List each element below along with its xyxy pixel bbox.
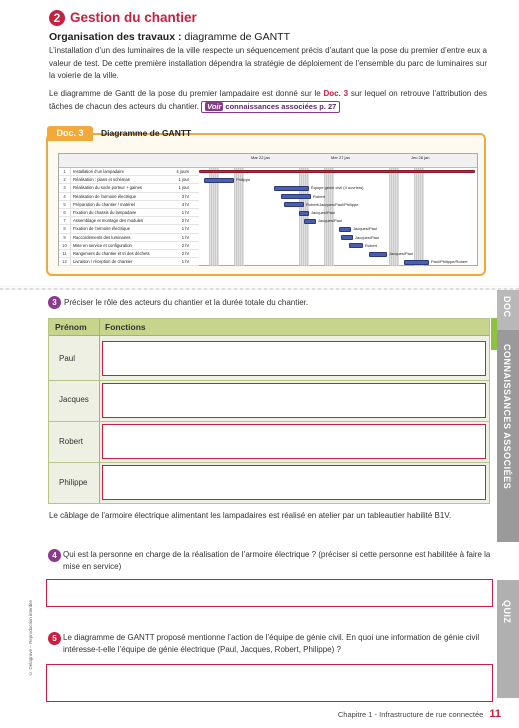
task-number: 4 bbox=[59, 193, 71, 201]
task-number: 10 bbox=[59, 242, 71, 250]
gantt-bar-label: Paul/Philippe/Robert bbox=[431, 259, 468, 265]
voir-link-text: connaissances associées p. 27 bbox=[225, 101, 337, 111]
gantt-task-row bbox=[59, 242, 199, 250]
row-divider bbox=[49, 380, 489, 381]
voir-tag: Voir bbox=[207, 101, 222, 111]
task-name: Fixation de l’armoire électrique bbox=[73, 226, 131, 232]
chapter-title: Chapitre 1 - Infrastructure de rue connectée bbox=[337, 710, 484, 719]
week-label-2: Mer 27 jan bbox=[331, 155, 350, 160]
table-header bbox=[49, 319, 489, 336]
side-tab-connaissances[interactable] bbox=[497, 330, 519, 542]
task-duration: 1 jour bbox=[178, 185, 189, 191]
answer-box-robert[interactable] bbox=[102, 424, 486, 459]
name-robert: Robert bbox=[59, 437, 84, 446]
section-number: 2 bbox=[49, 10, 65, 26]
task-name: Rangement du chantier et tri des déchets bbox=[73, 251, 150, 256]
week-label-1: Mar 22 jan bbox=[251, 155, 270, 160]
gantt-task-bar bbox=[281, 194, 311, 199]
weekend-band bbox=[234, 168, 244, 266]
task-name: Préparation du chantier / matériel bbox=[73, 201, 135, 207]
name-jacques: Jacques bbox=[59, 395, 89, 404]
task-duration: 1 hr bbox=[181, 226, 189, 232]
row-divider bbox=[49, 421, 489, 422]
task-name: Assemblage et montage des modules bbox=[73, 218, 144, 224]
task-number: 12 bbox=[59, 258, 71, 266]
task-number: 6 bbox=[59, 209, 71, 217]
gantt-paragraph-before: Le diagramme de Gantt de la pose du premier lampadaire est donné sur le bbox=[49, 89, 324, 98]
task-duration: 2 hr bbox=[181, 251, 189, 256]
name-paul: Paul bbox=[59, 354, 76, 363]
subheading-bold: Organisation des travaux : bbox=[49, 31, 182, 43]
gantt-task-row bbox=[59, 201, 199, 209]
side-tab-doc[interactable] bbox=[497, 290, 519, 330]
gantt-task-row bbox=[59, 193, 199, 201]
gantt-bar-label: Jacques/Paul bbox=[318, 218, 343, 224]
doc3-tag: Doc. 3 bbox=[47, 126, 93, 141]
gantt-task-bar bbox=[204, 178, 234, 183]
task-number: 11 bbox=[59, 250, 71, 258]
gantt-bar-label: Philippe bbox=[236, 177, 251, 183]
task-name: Installation d’un lampadaire bbox=[73, 169, 124, 174]
task-duration: 4 hr bbox=[181, 201, 189, 207]
gantt-bar-label: Robert bbox=[365, 242, 378, 248]
question-2-text: Qui est la personne en charge de la réalisation de l’armoire électrique ? (préciser si cette personne est habilitée à faire la mise en service) bbox=[63, 550, 491, 571]
side-tab-quiz-label: QUIZ bbox=[502, 600, 512, 624]
question-1-text: Préciser le rôle des acteurs du chantier et la durée totale du chantier. bbox=[64, 298, 309, 307]
task-duration: 1 hr bbox=[181, 210, 189, 215]
gantt-bar-label: Jacques/Paul bbox=[311, 210, 336, 215]
task-duration: 1 hr bbox=[181, 234, 189, 240]
side-tab-doc-label: DOC bbox=[502, 296, 512, 318]
gantt-task-bar bbox=[349, 243, 363, 248]
column-divider bbox=[99, 319, 100, 503]
weekend-band bbox=[209, 168, 219, 266]
gantt-task-bar bbox=[341, 235, 353, 240]
gantt-bar-label: Robert bbox=[313, 193, 326, 199]
gantt-paragraph-after: sur lequel on retrouve l’attribution des tâches de chacun des acteurs du chantier. bbox=[49, 89, 487, 111]
doc3-reference[interactable]: Doc. 3 bbox=[323, 89, 349, 98]
gantt-task-bar bbox=[404, 260, 429, 265]
task-name: Livraison / réception de chantier bbox=[73, 259, 133, 265]
task-number: 8 bbox=[59, 225, 71, 233]
gantt-task-bar bbox=[339, 227, 351, 232]
copyright: © Delagrave – Reproduction interdite bbox=[28, 600, 33, 676]
gantt-task-bar bbox=[369, 252, 387, 257]
answer-box-question-3[interactable] bbox=[46, 664, 493, 702]
task-name: Fixation du chassis du lampadaire bbox=[73, 210, 137, 215]
name-philippe: Philippe bbox=[59, 478, 88, 487]
task-name: Raccordements des luminaires bbox=[73, 234, 131, 240]
gantt-bar-label: Jacques/Paul bbox=[389, 251, 414, 256]
gantt-task-row bbox=[59, 250, 199, 258]
task-name: Réalisation de l’armoire électrique bbox=[73, 193, 137, 199]
task-number: 1 bbox=[59, 168, 71, 176]
task-duration: 1 jour bbox=[178, 177, 189, 183]
subheading bbox=[49, 31, 290, 43]
gantt-header bbox=[59, 154, 477, 168]
page-tear-edge bbox=[0, 288, 519, 290]
header-prenom: Prénom bbox=[55, 322, 87, 332]
side-tab-connaissances-label: CONNAISSANCES ASSOCIÉES bbox=[502, 344, 512, 490]
gantt-task-row bbox=[59, 176, 199, 184]
gantt-bar-label: Équipe génie civil (4 ouvriers) bbox=[311, 185, 364, 191]
weekend-band bbox=[324, 168, 334, 266]
subheading-rest: diagramme de GANTT bbox=[181, 31, 291, 43]
answer-box-paul[interactable] bbox=[102, 341, 486, 376]
answer-box-question-2[interactable] bbox=[46, 579, 493, 607]
question-3-text: Le diagramme de GANTT proposé mentionne l’action de l’équipe de génie civil. En quoi une information de génie civil intéresse-t-elle l’équipe de génie électrique (Paul, Jacques, Robert, Philippe) ? bbox=[63, 633, 480, 654]
header-fonctions: Fonctions bbox=[105, 322, 146, 332]
task-number: 2 bbox=[59, 176, 71, 184]
intro-paragraph: L’installation d’un des luminaires de la ville respecte un séquencement précis d’autant que la pose du premier d’entre eux a valeur de test. De cette première installation dépendra la stratégie de déploiement de l’ensemble du parc de luminaires sur la voierie de la ville. bbox=[49, 46, 487, 80]
gantt-task-row bbox=[59, 258, 199, 266]
gantt-task-row bbox=[59, 217, 199, 225]
page-footer bbox=[338, 708, 501, 720]
gantt-task-row bbox=[59, 225, 199, 233]
gantt-task-bar bbox=[274, 186, 309, 191]
gantt-task-row bbox=[59, 168, 199, 176]
task-name: Mise en service et configuration bbox=[73, 242, 132, 248]
weekend-band bbox=[414, 168, 424, 266]
gantt-bar-label: Jacques/Paul bbox=[355, 234, 380, 240]
gantt-task-row bbox=[59, 184, 199, 192]
gantt-task-row bbox=[59, 209, 199, 217]
gantt-paragraph bbox=[49, 88, 487, 113]
gantt-task-bar bbox=[304, 219, 316, 224]
gantt-summary-bar bbox=[199, 170, 475, 173]
doc3-title: Diagramme de GANTT bbox=[101, 128, 192, 138]
task-number: 3 bbox=[59, 184, 71, 192]
task-number: 7 bbox=[59, 217, 71, 225]
task-name: Réalisation : plans et schémas bbox=[73, 177, 130, 183]
gantt-bar-label: Robert/Jacques/Paul/Philippe bbox=[306, 201, 359, 207]
question-2-number: 4 bbox=[48, 549, 61, 562]
question-3-number: 5 bbox=[48, 632, 61, 645]
task-duration: 2 hr bbox=[181, 242, 189, 248]
voir-link[interactable] bbox=[201, 101, 340, 113]
task-duration: 2 hr bbox=[181, 218, 189, 224]
section-title: Gestion du chantier bbox=[70, 10, 197, 25]
gantt-chart bbox=[58, 153, 478, 266]
week-label-3: Jeu 28 jan bbox=[411, 155, 430, 160]
answer-box-philippe[interactable] bbox=[102, 465, 486, 500]
task-duration: 1 hr bbox=[181, 259, 189, 265]
side-tab-quiz[interactable] bbox=[497, 580, 519, 698]
task-number: 9 bbox=[59, 234, 71, 242]
task-name: Réalisation du socle porteur + gaines bbox=[73, 185, 143, 191]
question-1-number: 3 bbox=[48, 296, 61, 309]
gantt-task-bar bbox=[299, 211, 309, 216]
gantt-bar-label: Jacques/Paul bbox=[353, 226, 378, 232]
row-divider bbox=[49, 462, 489, 463]
answer-box-jacques[interactable] bbox=[102, 383, 486, 418]
cabling-paragraph: Le câblage de l’armoire électrique alimentant les lampadaires est réalisé en atelier par un tableautier habilité B1V. bbox=[49, 511, 452, 520]
task-duration: 4 jours bbox=[176, 169, 189, 174]
weekend-band bbox=[299, 168, 309, 266]
roles-table bbox=[48, 318, 490, 504]
gantt-task-bar bbox=[284, 202, 304, 207]
task-duration: 3 hr bbox=[181, 193, 189, 199]
page-number: 11 bbox=[489, 708, 501, 720]
task-number: 5 bbox=[59, 201, 71, 209]
gantt-task-row bbox=[59, 234, 199, 242]
